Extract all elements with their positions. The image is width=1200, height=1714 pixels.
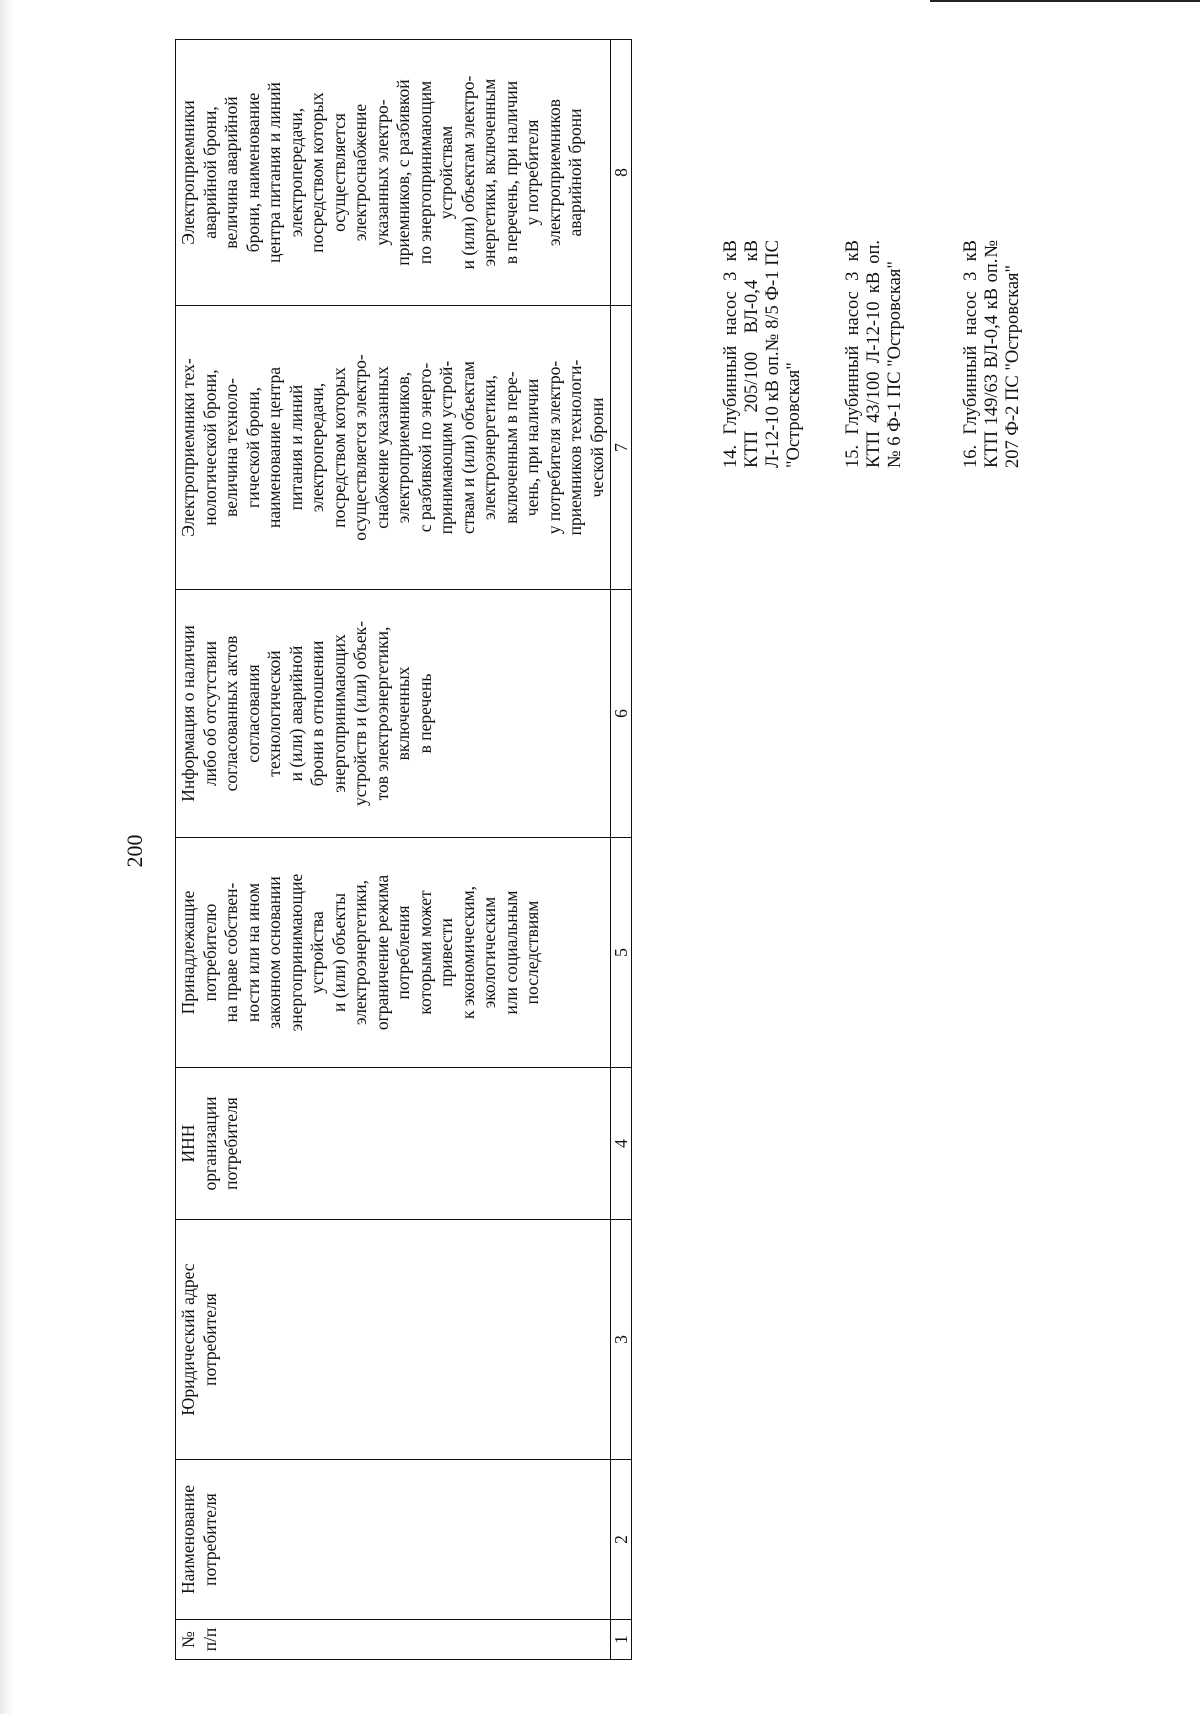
column-number: 7: [611, 306, 632, 590]
header-cell-devices: [176, 838, 611, 1068]
consumer-table: [175, 39, 632, 1660]
column-number: 5: [611, 838, 632, 1068]
page-number: 200: [122, 834, 147, 868]
header-text-devices: Принадлежащие потребителю на праве собствен- ности или на ином законном основании энергопринимающие устройства и (или) объекты электроэнергетики, ограничение режима потребления которыми может привести к экономическим, экологическим или социальным последствиям: [178, 873, 542, 1032]
table-body-continuation: [713, 40, 1023, 1660]
list-item: 16. Глубинный насос 3 кВ КТП 149/63 ВЛ-0,4 кВ оп.№ 207 Ф-2 ПС "Островская": [961, 240, 1023, 468]
header-row: [176, 40, 611, 1660]
header-cell-inn: [176, 1068, 611, 1220]
header-cell-legal-address: [176, 1220, 611, 1460]
header-text-consumer-name: Наименование потребителя: [178, 1484, 220, 1595]
column-number: 3: [611, 1220, 632, 1460]
header-cell-consumer-name: [176, 1460, 611, 1620]
column-number: 4: [611, 1068, 632, 1220]
header-cell-emergency-reserve: [176, 40, 611, 306]
list-item: 15. Глубинный насос 3 кВ КТП 43/100 Л-12-10 кВ оп.№ 6 Ф-1 ПС "Островская": [843, 240, 905, 468]
list-item: 14. Глубинный насос 3 кВ КТП 205/100 ВЛ-0,4 кВ Л-12-10 кВ оп.№ 8/5 Ф-1 ПС "Островская": [721, 240, 804, 468]
header-cell-acts-info: [176, 590, 611, 838]
scan-border-line: [930, 0, 1200, 2]
column-number-row: [611, 40, 632, 1660]
column-number: 1: [611, 1620, 632, 1660]
header-text-legal-address: Юридический адрес потребителя: [178, 1263, 220, 1416]
column-number: 8: [611, 40, 632, 306]
header-cell-number: [176, 1620, 611, 1660]
header-text-acts-info: Информация о наличии либо об отсутствии согласованных актов согласования технологической и (или) аварийной брони в отношении энергопринимающих устройств и (или) объек- тов электроэнергетики, включенных в перечень: [178, 621, 435, 806]
header-text-number: № п/п: [178, 1627, 220, 1652]
scan-edge: [0, 0, 14, 1714]
header-cell-technological-reserve: [176, 306, 611, 590]
column-number: 6: [611, 590, 632, 838]
rotated-page: [175, 40, 1023, 1660]
header-text-technological-reserve: Электроприемники тех- нологической брони, величина техноло- гической брони, наименование центра питания и линий электропередачи, посредством которых осуществляется электро- снабжение указанных электроприемников, с разбивкой по энерго- принимающим устрой- ствам и (или) объектам электроэнергетики, включенным в пере- чень, при наличии у потребителя электро- приемников технологи- ческой брони: [178, 354, 607, 541]
header-text-emergency-reserve: Электроприемники аварийной брони, величина аварийной брони, наименование центра питания и линий электропередачи, посредством которых осуществляется электроснабжение указанных электро- приемников, с разбивкой по энергопринимающим устройствам и (или) объектам электро- энергетики, включенным в перечень, при наличии у потребителя электроприемников аварийной брони: [178, 75, 585, 270]
header-text-inn: ИНН организации потребителя: [178, 1096, 241, 1191]
column-number: 2: [611, 1460, 632, 1620]
